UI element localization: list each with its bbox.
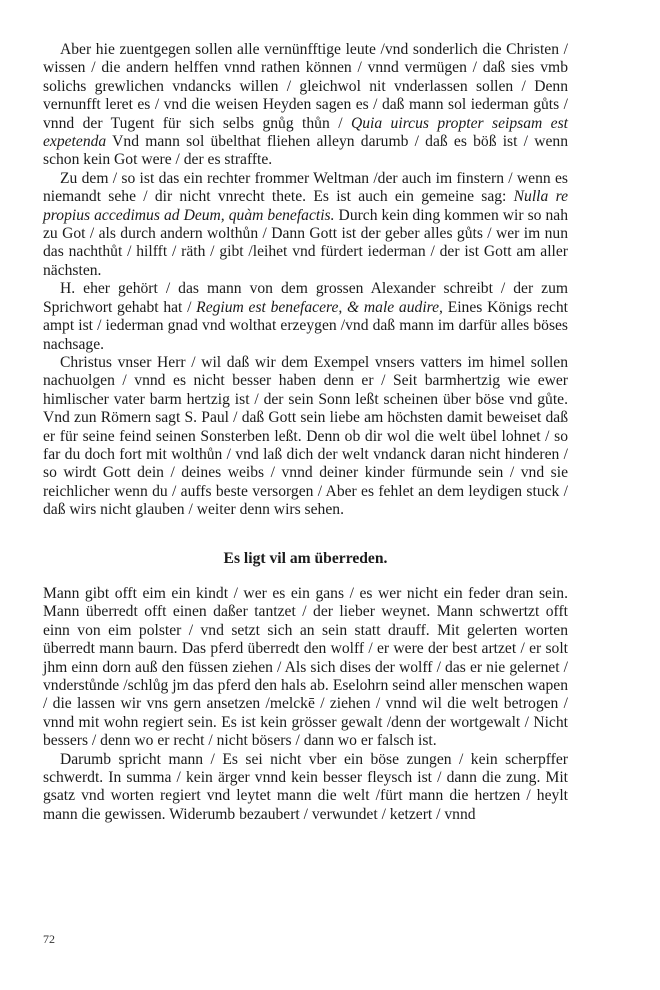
paragraph [43,585,568,751]
text-run: Darumb spricht mann / Es sei nicht vber ein böse zungen / kein scherpffer schwerdt. In summa / kein ärger vnnd kein besser fleysch ist / dann die zung. Mit gsatz vnd worten regiert vnd leytet mann die welt /fürt mann die hertzen / heylt mann die gewissen. Widerumb bezaubert / verwundet / ketzert / vnnd [43,750,568,823]
text-block-top [43,41,568,520]
text-run: Vnd mann sol übelthat fliehen alleyn darumb / daß es böß ist / wenn schon kein Got were / der es straffte. [43,133,568,169]
paragraph [43,280,568,354]
text-run: Zu dem / so ist das ein rechter frommer Weltman /der auch im finstern / wenn es niemandt sehe / dir nicht vnrecht thete. Es ist auch ein gemeine sag: [43,169,568,206]
text-run: Aber hie zuentgegen sollen alle vernünfftige leute /vnd sonderlich die Christen / wissen / die andern helffen vnnd rathen können / vnnd vermügen / daß sies vmb solichs grewlichen vndancks willen / gleichwol nit vnderlassen sollen / Denn vernunfft leret es / vnd die weisen Heyden sagen es / daß mann sol iederman gůts / vnnd der Tugent für sich selbs gnůg thůn / [43,41,568,132]
page-number: 72 [43,932,55,946]
text-run: Mann gibt offt eim ein kindt / wer es ein gans / es wer nicht ein feder dran sein. Mann überredt offt einen daßer tantzet / der lieber weynet. Mann schwertzt offt einn von eim polster / vnd setzt sich an sein statt drauff. Mit gelerten worten überredt mann baurn. Das pferd überredt den wolff / er were der best artzet / er solt jhm einn dorn auß den füssen ziehen / Als sich dises der wolff / das er nie gelernet / vnderstůnde /schlůg jm das pferd den hals ab. Eselohrn seind aller menschen wapen / die lassen wir vns gern ansetzen /melckē / ziehen / vnnd wil die welt betrogen / vnnd mit wohn regiert sein. Es ist kein grösser gewalt /denn der wortgewalt / Nicht bessers / denn wo er recht / nicht bösers / dann wo er falsch ist. [43,584,568,750]
section-heading: Es ligt vil am überreden. [223,549,388,567]
text-run: Christus vnser Herr / wil daß wir dem Exempel vnsers vatters im himel sollen nachuolgen / vnnd es nicht besser haben denn er / Seit barmhertzig wie ewer himlischer vater barm hertzig ist / der sein Sonn leßt scheinen über böse vnd gůte. Vnd zun Römern sagt S. Paul / daß Gott sein liebe am höchsten damit beweiset daß er für seine feind seinen Sonsterben leßt. Denn ob dir wol die welt übel lohnet / so far du doch fort mit wolthůn / vnd laß dich der welt vndanck daran nicht hinderen / so wirdt Gott dein / deines weibs / vnnd deiner kinder fürmunde sein / vnd sie reichlicher wenn du / auffs beste versorgen / Aber es fehlet an dem leydigen stuck / daß wirs nicht glauben / weiter denn wirs sehen. [43,353,568,519]
page-body [43,41,568,824]
paragraph [43,354,568,520]
latin-quote: Quia uircus propter seipsam est expetenda [43,114,568,151]
text-run: H. eher gehört / das mann von dem grossen Alexander schreibt / der zum Sprichwort gehabt hat / [43,280,568,316]
text-run: Durch kein ding kommen wir so nah zu Got / als durch andern wolthůn / Dann Gott ist der geber alles gůts / wer im nun das nachthůt / hilfft / räth / gibt /leihet vnd fürdert iederman / der ist Gott am aller nächsten. [43,206,568,279]
latin-quote: Regium est benefacere, & male audire, [196,298,443,316]
paragraph [43,41,568,170]
text-block-bottom [43,585,568,824]
text-run: Eines Königs recht ampt ist / iederman gnad vnd wolthat erzeygen /vnd daß mann im darfür alles böses nachsage. [43,298,569,353]
paragraph [43,170,568,280]
paragraph [43,751,568,825]
latin-quote: Nulla re propius accedimus ad Deum, quàm benefactis. [43,188,568,224]
